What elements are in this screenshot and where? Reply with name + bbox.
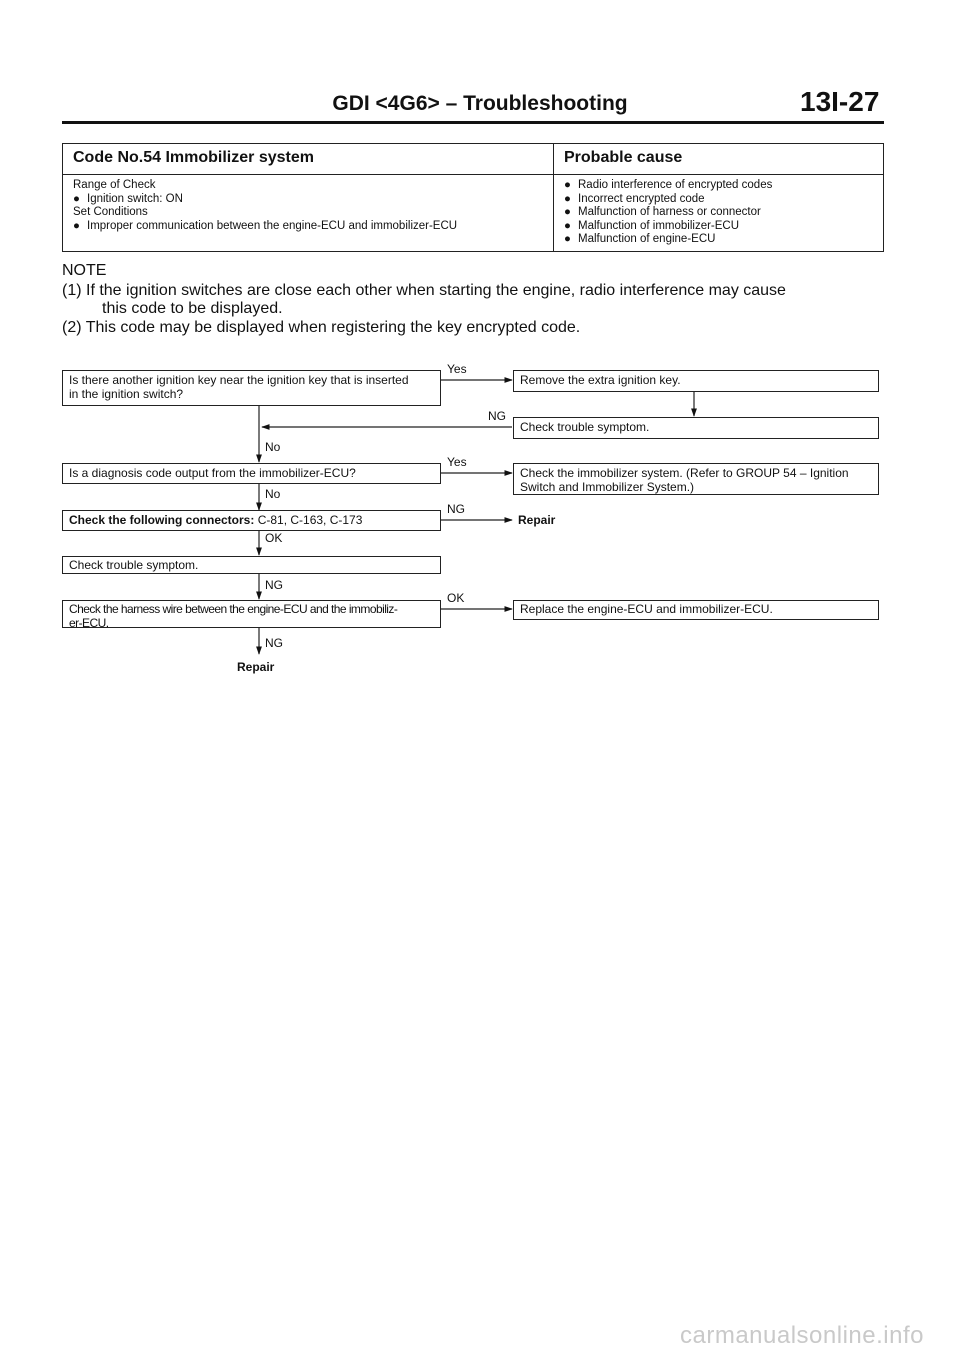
page-number: 13I-27 bbox=[800, 86, 880, 117]
step-check-harness-wire bbox=[62, 600, 441, 628]
step-text: Switch and Immobilizer System.) bbox=[520, 480, 695, 494]
step-text: Check the harness wire between the engine-ECU and the immobiliz- bbox=[69, 602, 398, 616]
cause-item: ● Radio interference of encrypted codes bbox=[564, 179, 773, 191]
probable-cause-header: Probable cause bbox=[554, 144, 884, 175]
step-extra-key-question bbox=[62, 370, 441, 406]
connector-list: C-81, C-163, C-173 bbox=[254, 513, 363, 527]
step-check-immobilizer-system bbox=[513, 463, 879, 495]
branch-no-label: No bbox=[265, 440, 281, 454]
step-text: Is there another ignition key near the ignition key that is inserted bbox=[69, 373, 409, 387]
branch-ok-label: OK bbox=[447, 591, 465, 605]
range-of-check-label: Range of Check bbox=[73, 179, 156, 191]
bullet-icon: ● bbox=[564, 206, 571, 218]
note-item-1-cont: this code to be displayed. bbox=[102, 300, 283, 317]
watermark: carmanualsonline.info bbox=[680, 1322, 924, 1349]
step-check-trouble-symptom-2: Check trouble symptom. bbox=[62, 556, 441, 574]
bullet-icon: ● bbox=[564, 179, 571, 191]
step-text: er-ECU. bbox=[69, 616, 109, 630]
branch-ng-label: NG bbox=[265, 636, 283, 650]
branch-ng-label: NG bbox=[265, 578, 283, 592]
branch-ng-label: NG bbox=[447, 502, 465, 516]
note-item-2: (2) This code may be displayed when registering the key encrypted code. bbox=[62, 319, 581, 336]
set-condition-item: ● Improper communication between the engine-ECU and immobilizer-ECU bbox=[73, 219, 458, 232]
step-text: in the ignition switch? bbox=[69, 387, 184, 401]
cause-item: ● Malfunction of harness or connector bbox=[564, 206, 761, 218]
branch-ng-label: NG bbox=[488, 409, 506, 423]
bullet-icon: ● bbox=[73, 219, 80, 232]
cause-item: ● Incorrect encrypted code bbox=[564, 192, 705, 205]
branch-yes-label: Yes bbox=[447, 455, 467, 469]
page-title: GDI <4G6> – Troubleshooting bbox=[332, 92, 628, 115]
note-heading: NOTE bbox=[62, 262, 107, 279]
step-diagnosis-code-question: Is a diagnosis code output from the immobilizer-ECU? bbox=[62, 463, 441, 484]
set-conditions-label: Set Conditions bbox=[73, 206, 148, 218]
bullet-icon: ● bbox=[564, 219, 571, 232]
step-remove-extra-key: Remove the extra ignition key. bbox=[513, 370, 879, 392]
step-check-trouble-symptom: Check trouble symptom. bbox=[513, 417, 879, 439]
branch-no-label: No bbox=[265, 487, 281, 501]
cause-item: ● Malfunction of engine-ECU bbox=[564, 233, 716, 245]
range-item: ● Ignition switch: ON bbox=[73, 192, 183, 205]
branch-yes-label: Yes bbox=[447, 362, 467, 376]
bullet-icon: ● bbox=[73, 192, 80, 205]
cause-item: ● Malfunction of immobilizer-ECU bbox=[564, 219, 740, 232]
bullet-icon: ● bbox=[564, 192, 571, 205]
step-check-connectors bbox=[62, 510, 441, 531]
code-title: Code No.54 Immobilizer system bbox=[63, 144, 554, 175]
step-replace-ecus: Replace the engine-ECU and immobilizer-ECU. bbox=[513, 600, 879, 620]
step-text: Check the immobilizer system. (Refer to GROUP 54 – Ignition bbox=[520, 466, 849, 480]
step-text-bold: Check the following connectors: bbox=[69, 513, 255, 527]
bullet-icon: ● bbox=[564, 233, 571, 245]
step-repair: Repair bbox=[518, 513, 556, 527]
branch-ok-label: OK bbox=[265, 531, 283, 545]
note-item-1: (1) If the ignition switches are close each other when starting the engine, radio interference may cause bbox=[62, 282, 786, 299]
step-final-repair: Repair bbox=[237, 660, 275, 674]
